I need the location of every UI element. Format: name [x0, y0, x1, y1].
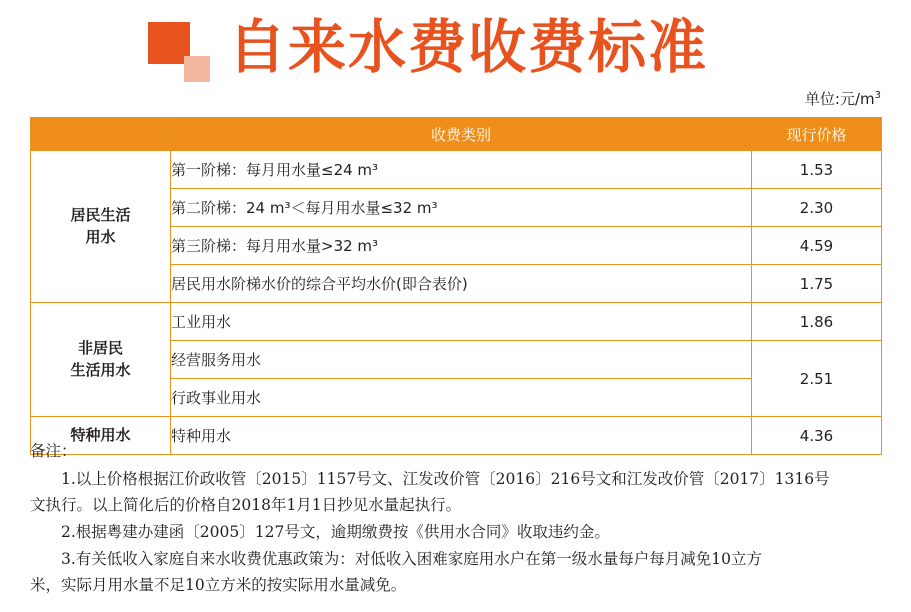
price-special: 4.36	[752, 417, 882, 455]
price-average: 1.75	[752, 265, 882, 303]
header-category	[31, 118, 171, 151]
rates-table	[30, 117, 882, 455]
header-description: 收费类别	[171, 118, 752, 151]
category-non-residential	[31, 303, 171, 417]
table-row	[31, 151, 882, 189]
decorative-squares-icon	[148, 22, 220, 82]
description-industrial: 工业用水	[171, 303, 752, 341]
rates-table-wrapper	[30, 117, 881, 455]
title-row	[0, 0, 911, 100]
page-title: 自来水费收费标准	[228, 13, 709, 81]
notes-section	[30, 438, 885, 599]
description-tier3: 第三阶梯：每月用水量>32 m³	[171, 227, 752, 265]
category-special: 特种用水	[31, 417, 171, 455]
category-non-residential-line2: 生活用水	[70, 360, 131, 379]
note-item-3-cont: 米，实际月用水量不足10立方米的按实际用水量减免。	[30, 576, 407, 595]
header-price: 现行价格	[752, 118, 882, 151]
category-residential	[31, 151, 171, 303]
description-commercial: 经营服务用水	[171, 341, 752, 379]
table-row	[31, 303, 882, 341]
light-orange-square-icon	[184, 56, 210, 82]
description-average: 居民用水阶梯水价的综合平均水价(即合表价)	[171, 265, 752, 303]
category-non-residential-line1: 非居民	[77, 338, 123, 357]
unit-note-exponent: 3	[874, 90, 881, 101]
price-tier3: 4.59	[752, 227, 882, 265]
price-tier2: 2.30	[752, 189, 882, 227]
note-item-2: 2.根据粤建办建函〔2005〕127号文，逾期缴费按《供用水合同》收取违约金。	[61, 522, 610, 541]
category-residential-line2: 用水	[85, 227, 116, 246]
table-header-row	[31, 118, 882, 151]
price-commercial-administrative: 2.51	[752, 341, 882, 417]
price-tier1: 1.53	[752, 151, 882, 189]
unit-note	[805, 88, 881, 109]
price-industrial: 1.86	[752, 303, 882, 341]
note-item-3: 3.有关低收入家庭自来水收费优惠政策为：对低收入困难家庭用水户在第一级水量每户每月减免10立方	[61, 549, 763, 568]
table-header	[31, 118, 882, 151]
description-tier1: 第一阶梯：每月用水量≤24 m³	[171, 151, 752, 189]
category-residential-line1: 居民生活	[70, 205, 131, 224]
note-item-1-cont: 文执行。以上简化后的价格自2018年1月1日抄见水量起执行。	[30, 496, 462, 515]
unit-note-text: 单位:元/m	[804, 90, 875, 108]
description-special: 特种用水	[171, 417, 752, 455]
description-administrative: 行政事业用水	[171, 379, 752, 417]
notes-label: 备注：	[30, 442, 77, 460]
description-tier2: 第二阶梯：24 m³＜每月用水量≤32 m³	[171, 189, 752, 227]
note-item-1: 1.以上价格根据江价政收管〔2015〕1157号文、江发改价管〔2016〕216号文和江发改价管〔2017〕1316号	[61, 469, 830, 488]
table-body	[31, 151, 882, 455]
